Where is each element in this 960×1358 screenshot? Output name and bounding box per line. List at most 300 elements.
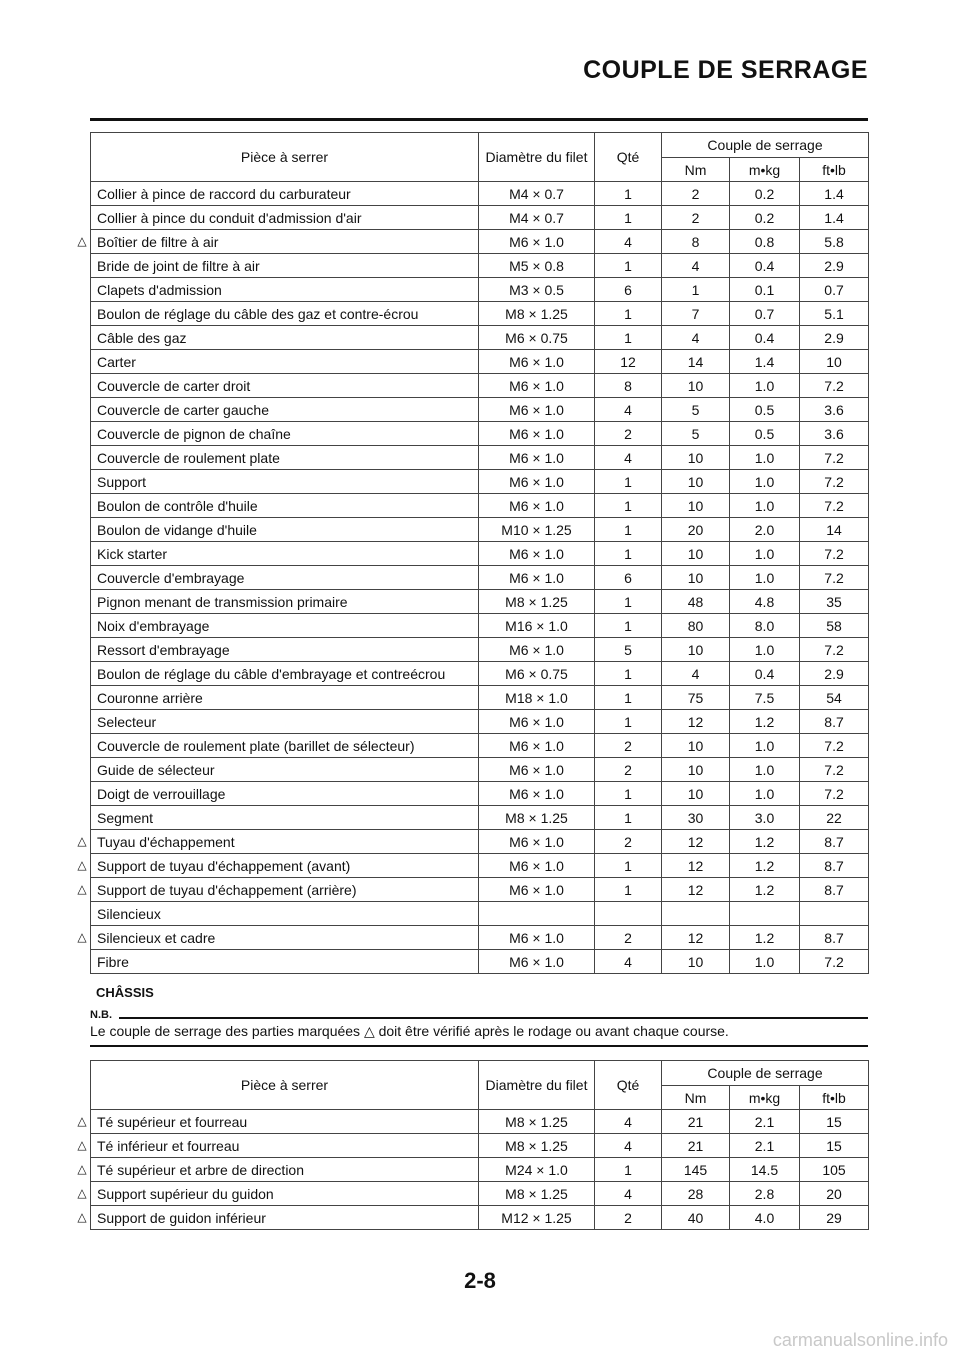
cell-ftlb: 1.4 <box>800 206 869 230</box>
cell-nm: 4 <box>662 254 730 278</box>
table-row <box>91 518 869 542</box>
cell-qty: 1 <box>595 854 662 878</box>
header-ftlb: ft•lb <box>800 1086 869 1110</box>
cell-nm: 75 <box>662 686 730 710</box>
cell-part: Segment <box>91 806 479 830</box>
cell-ftlb: 14 <box>800 518 869 542</box>
cell-thread: M6 × 1.0 <box>479 422 595 446</box>
nb-rule-bottom <box>90 1045 868 1047</box>
cell-thread: M6 × 1.0 <box>479 446 595 470</box>
cell-part: Té supérieur et arbre de direction <box>91 1158 479 1182</box>
header-torque: Couple de serrage <box>662 1061 869 1086</box>
cell-mkg: 1.0 <box>730 470 800 494</box>
cell-part: Guide de sélecteur <box>91 758 479 782</box>
cell-qty: 8 <box>595 374 662 398</box>
table-row <box>91 398 869 422</box>
cell-qty: 5 <box>595 638 662 662</box>
cell-ftlb: 7.2 <box>800 470 869 494</box>
table-row <box>91 1110 869 1134</box>
cell-qty: 1 <box>595 302 662 326</box>
nb-text: Le couple de serrage des parties marquées △ doit être vérifié après le rodage ou avant chaque course. <box>90 1023 729 1039</box>
cell-nm: 12 <box>662 854 730 878</box>
cell-qty: 1 <box>595 878 662 902</box>
cell-mkg: 0.5 <box>730 398 800 422</box>
cell-mkg: 2.1 <box>730 1110 800 1134</box>
cell-nm: 10 <box>662 542 730 566</box>
cell-nm: 12 <box>662 830 730 854</box>
cell-ftlb: 29 <box>800 1206 869 1230</box>
cell-ftlb: 35 <box>800 590 869 614</box>
cell-part: Support supérieur du guidon <box>91 1182 479 1206</box>
cell-mkg: 1.0 <box>730 758 800 782</box>
cell-mkg: 0.4 <box>730 662 800 686</box>
cell-thread: M8 × 1.25 <box>479 1182 595 1206</box>
cell-qty: 1 <box>595 686 662 710</box>
cell-ftlb <box>800 902 869 926</box>
cell-mkg: 0.8 <box>730 230 800 254</box>
cell-qty: 1 <box>595 494 662 518</box>
table-row <box>91 422 869 446</box>
cell-ftlb: 7.2 <box>800 494 869 518</box>
cell-qty <box>595 902 662 926</box>
cell-ftlb: 3.6 <box>800 398 869 422</box>
cell-nm: 4 <box>662 326 730 350</box>
cell-nm: 40 <box>662 1206 730 1230</box>
cell-qty: 1 <box>595 662 662 686</box>
cell-nm: 10 <box>662 470 730 494</box>
cell-nm: 12 <box>662 926 730 950</box>
cell-nm: 10 <box>662 950 730 974</box>
cell-qty: 4 <box>595 398 662 422</box>
cell-part: Couvercle de pignon de chaîne <box>91 422 479 446</box>
table-row <box>91 278 869 302</box>
page-title: COUPLE DE SERRAGE <box>583 56 868 84</box>
cell-ftlb: 105 <box>800 1158 869 1182</box>
cell-ftlb: 22 <box>800 806 869 830</box>
cell-thread: M5 × 0.8 <box>479 254 595 278</box>
header-mkg: m•kg <box>730 158 800 182</box>
check-mark-triangle-icon: △ <box>77 234 87 248</box>
cell-nm: 21 <box>662 1134 730 1158</box>
chassis-heading: CHÂSSIS <box>96 985 154 1000</box>
cell-part: Couronne arrière <box>91 686 479 710</box>
cell-part: Couvercle d'embrayage <box>91 566 479 590</box>
cell-thread: M6 × 1.0 <box>479 470 595 494</box>
cell-ftlb: 7.2 <box>800 638 869 662</box>
table-row <box>91 1182 869 1206</box>
cell-ftlb: 2.9 <box>800 254 869 278</box>
cell-nm: 10 <box>662 446 730 470</box>
cell-qty: 2 <box>595 422 662 446</box>
table-row <box>91 374 869 398</box>
cell-qty: 1 <box>595 518 662 542</box>
table-row <box>91 350 869 374</box>
cell-mkg: 8.0 <box>730 614 800 638</box>
cell-part: Té inférieur et fourreau <box>91 1134 479 1158</box>
cell-thread: M6 × 1.0 <box>479 350 595 374</box>
cell-thread: M8 × 1.25 <box>479 1110 595 1134</box>
table-row <box>91 710 869 734</box>
cell-part: Support de tuyau d'échappement (arrière) <box>91 878 479 902</box>
cell-mkg: 1.2 <box>730 854 800 878</box>
cell-ftlb: 7.2 <box>800 566 869 590</box>
cell-ftlb: 1.4 <box>800 182 869 206</box>
cell-mkg: 0.5 <box>730 422 800 446</box>
header-part: Pièce à serrer <box>91 133 479 182</box>
table-row <box>91 830 869 854</box>
check-mark-triangle-icon: △ <box>77 930 87 944</box>
cell-nm: 21 <box>662 1110 730 1134</box>
cell-thread: M6 × 1.0 <box>479 782 595 806</box>
cell-ftlb: 54 <box>800 686 869 710</box>
table-row <box>91 758 869 782</box>
cell-nm: 8 <box>662 230 730 254</box>
check-mark-triangle-icon: △ <box>77 1210 87 1224</box>
cell-thread: M18 × 1.0 <box>479 686 595 710</box>
cell-mkg: 1.0 <box>730 494 800 518</box>
cell-part: Boulon de vidange d'huile <box>91 518 479 542</box>
cell-nm: 48 <box>662 590 730 614</box>
cell-part: Noix d'embrayage <box>91 614 479 638</box>
check-mark-triangle-icon: △ <box>77 1138 87 1152</box>
page-number: 2-8 <box>464 1268 496 1293</box>
cell-qty: 1 <box>595 542 662 566</box>
header-ftlb: ft•lb <box>800 158 869 182</box>
cell-ftlb: 7.2 <box>800 758 869 782</box>
header-part: Pièce à serrer <box>91 1061 479 1110</box>
cell-mkg: 1.0 <box>730 374 800 398</box>
cell-qty: 1 <box>595 326 662 350</box>
cell-qty: 1 <box>595 1158 662 1182</box>
cell-mkg: 0.7 <box>730 302 800 326</box>
cell-part: Carter <box>91 350 479 374</box>
table-row <box>91 590 869 614</box>
table-row <box>91 326 869 350</box>
cell-thread: M12 × 1.25 <box>479 1206 595 1230</box>
cell-thread: M6 × 1.0 <box>479 638 595 662</box>
header-nm: Nm <box>662 1086 730 1110</box>
cell-nm: 28 <box>662 1182 730 1206</box>
cell-nm: 30 <box>662 806 730 830</box>
cell-thread: M6 × 1.0 <box>479 494 595 518</box>
cell-part: Boulon de réglage du câble des gaz et contre-écrou <box>91 302 479 326</box>
cell-thread: M6 × 1.0 <box>479 950 595 974</box>
cell-qty: 6 <box>595 278 662 302</box>
cell-ftlb: 15 <box>800 1110 869 1134</box>
cell-ftlb: 58 <box>800 614 869 638</box>
cell-qty: 4 <box>595 950 662 974</box>
cell-part: Selecteur <box>91 710 479 734</box>
cell-thread: M8 × 1.25 <box>479 806 595 830</box>
cell-thread: M6 × 1.0 <box>479 374 595 398</box>
cell-ftlb: 7.2 <box>800 374 869 398</box>
cell-nm: 12 <box>662 878 730 902</box>
cell-ftlb: 10 <box>800 350 869 374</box>
header-qty: Qté <box>595 133 662 182</box>
cell-qty: 4 <box>595 1182 662 1206</box>
cell-nm: 4 <box>662 662 730 686</box>
table-row <box>91 494 869 518</box>
cell-qty: 4 <box>595 1110 662 1134</box>
cell-mkg: 1.2 <box>730 926 800 950</box>
cell-ftlb: 8.7 <box>800 710 869 734</box>
check-mark-triangle-icon: △ <box>77 1162 87 1176</box>
cell-mkg: 1.4 <box>730 350 800 374</box>
header-torque: Couple de serrage <box>662 133 869 158</box>
cell-thread: M6 × 1.0 <box>479 878 595 902</box>
cell-mkg: 1.0 <box>730 566 800 590</box>
cell-ftlb: 2.9 <box>800 662 869 686</box>
cell-part: Doigt de verrouillage <box>91 782 479 806</box>
cell-ftlb: 3.6 <box>800 422 869 446</box>
table-row <box>91 1134 869 1158</box>
cell-ftlb: 20 <box>800 1182 869 1206</box>
cell-nm: 2 <box>662 206 730 230</box>
cell-mkg: 0.1 <box>730 278 800 302</box>
cell-nm <box>662 902 730 926</box>
cell-mkg: 2.1 <box>730 1134 800 1158</box>
table-row <box>91 638 869 662</box>
cell-thread: M24 × 1.0 <box>479 1158 595 1182</box>
table-row <box>91 302 869 326</box>
table-row <box>91 686 869 710</box>
cell-mkg: 0.2 <box>730 206 800 230</box>
cell-ftlb: 2.9 <box>800 326 869 350</box>
table-row <box>91 566 869 590</box>
table-row <box>91 230 869 254</box>
cell-qty: 4 <box>595 230 662 254</box>
cell-qty: 2 <box>595 926 662 950</box>
cell-part: Support de guidon inférieur <box>91 1206 479 1230</box>
cell-nm: 10 <box>662 566 730 590</box>
cell-thread: M6 × 1.0 <box>479 830 595 854</box>
cell-mkg: 1.0 <box>730 638 800 662</box>
cell-qty: 1 <box>595 590 662 614</box>
cell-nm: 10 <box>662 758 730 782</box>
cell-mkg: 14.5 <box>730 1158 800 1182</box>
cell-mkg: 3.0 <box>730 806 800 830</box>
cell-part: Câble des gaz <box>91 326 479 350</box>
cell-part: Support de tuyau d'échappement (avant) <box>91 854 479 878</box>
cell-ftlb: 0.7 <box>800 278 869 302</box>
cell-qty: 2 <box>595 1206 662 1230</box>
header-thread: Diamètre du filet <box>479 133 595 182</box>
table-row <box>91 878 869 902</box>
cell-part: Boulon de réglage du câble d'embrayage et contreécrou <box>91 662 479 686</box>
cell-ftlb: 7.2 <box>800 542 869 566</box>
check-mark-triangle-icon: △ <box>77 882 87 896</box>
cell-mkg: 1.2 <box>730 830 800 854</box>
cell-thread: M3 × 0.5 <box>479 278 595 302</box>
cell-ftlb: 7.2 <box>800 446 869 470</box>
cell-thread: M6 × 1.0 <box>479 542 595 566</box>
table-row <box>91 806 869 830</box>
cell-qty: 1 <box>595 182 662 206</box>
cell-nm: 5 <box>662 422 730 446</box>
cell-ftlb: 8.7 <box>800 926 869 950</box>
cell-thread: M6 × 0.75 <box>479 662 595 686</box>
cell-thread: M10 × 1.25 <box>479 518 595 542</box>
cell-part: Couvercle de roulement plate <box>91 446 479 470</box>
cell-part: Couvercle de carter gauche <box>91 398 479 422</box>
cell-mkg: 1.0 <box>730 542 800 566</box>
table-row <box>91 734 869 758</box>
table-row <box>91 614 869 638</box>
table-row <box>91 782 869 806</box>
cell-thread: M6 × 1.0 <box>479 566 595 590</box>
nb-label: N.B. <box>90 1009 112 1021</box>
cell-qty: 1 <box>595 710 662 734</box>
cell-thread: M16 × 1.0 <box>479 614 595 638</box>
cell-thread <box>479 902 595 926</box>
cell-nm: 80 <box>662 614 730 638</box>
cell-part: Clapets d'admission <box>91 278 479 302</box>
table-row <box>91 950 869 974</box>
cell-nm: 10 <box>662 638 730 662</box>
cell-ftlb: 7.2 <box>800 950 869 974</box>
table-row <box>91 446 869 470</box>
cell-mkg: 7.5 <box>730 686 800 710</box>
cell-thread: M6 × 1.0 <box>479 710 595 734</box>
cell-qty: 1 <box>595 614 662 638</box>
cell-thread: M6 × 1.0 <box>479 854 595 878</box>
chassis-torque-table <box>90 1060 869 1230</box>
cell-qty: 1 <box>595 206 662 230</box>
cell-mkg: 1.2 <box>730 878 800 902</box>
cell-thread: M6 × 1.0 <box>479 230 595 254</box>
table-row <box>91 854 869 878</box>
cell-qty: 4 <box>595 1134 662 1158</box>
cell-part: Couvercle de roulement plate (barillet de sélecteur) <box>91 734 479 758</box>
cell-nm: 2 <box>662 182 730 206</box>
cell-nm: 10 <box>662 494 730 518</box>
cell-thread: M8 × 1.25 <box>479 590 595 614</box>
cell-thread: M6 × 1.0 <box>479 734 595 758</box>
cell-part: Ressort d'embrayage <box>91 638 479 662</box>
cell-part: Support <box>91 470 479 494</box>
cell-part: Pignon menant de transmission primaire <box>91 590 479 614</box>
header-mkg: m•kg <box>730 1086 800 1110</box>
nb-rule-top <box>119 1017 868 1019</box>
header-thread: Diamètre du filet <box>479 1061 595 1110</box>
cell-ftlb: 5.8 <box>800 230 869 254</box>
table-row <box>91 182 869 206</box>
table-row <box>91 470 869 494</box>
table-row <box>91 662 869 686</box>
cell-part: Boulon de contrôle d'huile <box>91 494 479 518</box>
check-mark-triangle-icon: △ <box>77 1186 87 1200</box>
cell-mkg: 0.4 <box>730 254 800 278</box>
table-row <box>91 1158 869 1182</box>
cell-part: Couvercle de carter droit <box>91 374 479 398</box>
cell-qty: 2 <box>595 758 662 782</box>
table-row <box>91 542 869 566</box>
cell-ftlb: 8.7 <box>800 830 869 854</box>
cell-ftlb: 8.7 <box>800 854 869 878</box>
cell-ftlb: 15 <box>800 1134 869 1158</box>
cell-ftlb: 7.2 <box>800 782 869 806</box>
cell-part: Kick starter <box>91 542 479 566</box>
cell-nm: 12 <box>662 710 730 734</box>
cell-nm: 20 <box>662 518 730 542</box>
cell-part: Té supérieur et fourreau <box>91 1110 479 1134</box>
cell-nm: 10 <box>662 734 730 758</box>
cell-nm: 145 <box>662 1158 730 1182</box>
cell-mkg <box>730 902 800 926</box>
cell-mkg: 1.0 <box>730 782 800 806</box>
cell-mkg: 4.0 <box>730 1206 800 1230</box>
cell-nm: 5 <box>662 398 730 422</box>
cell-nm: 1 <box>662 278 730 302</box>
cell-mkg: 0.4 <box>730 326 800 350</box>
cell-mkg: 4.8 <box>730 590 800 614</box>
cell-part: Tuyau d'échappement <box>91 830 479 854</box>
cell-nm: 10 <box>662 374 730 398</box>
cell-mkg: 2.0 <box>730 518 800 542</box>
cell-qty: 1 <box>595 470 662 494</box>
table-row <box>91 902 869 926</box>
cell-part: Silencieux <box>91 902 479 926</box>
cell-qty: 2 <box>595 830 662 854</box>
cell-ftlb: 5.1 <box>800 302 869 326</box>
cell-mkg: 1.0 <box>730 734 800 758</box>
check-mark-triangle-icon: △ <box>77 858 87 872</box>
cell-thread: M4 × 0.7 <box>479 182 595 206</box>
cell-part: Collier à pince de raccord du carburateur <box>91 182 479 206</box>
cell-thread: M6 × 1.0 <box>479 926 595 950</box>
cell-thread: M8 × 1.25 <box>479 302 595 326</box>
cell-qty: 1 <box>595 782 662 806</box>
engine-torque-table <box>90 132 869 974</box>
cell-qty: 1 <box>595 806 662 830</box>
check-mark-triangle-icon: △ <box>77 834 87 848</box>
cell-mkg: 0.2 <box>730 182 800 206</box>
cell-thread: M6 × 0.75 <box>479 326 595 350</box>
table-row <box>91 254 869 278</box>
cell-thread: M6 × 1.0 <box>479 758 595 782</box>
header-qty: Qté <box>595 1061 662 1110</box>
table-row <box>91 206 869 230</box>
cell-part: Collier à pince du conduit d'admission d'air <box>91 206 479 230</box>
cell-part: Fibre <box>91 950 479 974</box>
cell-ftlb: 7.2 <box>800 734 869 758</box>
cell-mkg: 1.0 <box>730 446 800 470</box>
title-rule <box>90 118 868 121</box>
cell-thread: M4 × 0.7 <box>479 206 595 230</box>
cell-part: Bride de joint de filtre à air <box>91 254 479 278</box>
table-row <box>91 1206 869 1230</box>
cell-nm: 14 <box>662 350 730 374</box>
cell-mkg: 1.2 <box>730 710 800 734</box>
cell-part: Boîtier de filtre à air <box>91 230 479 254</box>
header-nm: Nm <box>662 158 730 182</box>
cell-thread: M6 × 1.0 <box>479 398 595 422</box>
watermark: carmanualsonline.info <box>772 1330 948 1350</box>
table-row <box>91 926 869 950</box>
cell-mkg: 1.0 <box>730 950 800 974</box>
check-mark-triangle-icon: △ <box>77 1114 87 1128</box>
cell-qty: 4 <box>595 446 662 470</box>
cell-qty: 12 <box>595 350 662 374</box>
cell-nm: 7 <box>662 302 730 326</box>
cell-qty: 2 <box>595 734 662 758</box>
cell-nm: 10 <box>662 782 730 806</box>
cell-qty: 1 <box>595 254 662 278</box>
cell-mkg: 2.8 <box>730 1182 800 1206</box>
cell-thread: M8 × 1.25 <box>479 1134 595 1158</box>
cell-qty: 6 <box>595 566 662 590</box>
cell-part: Silencieux et cadre <box>91 926 479 950</box>
